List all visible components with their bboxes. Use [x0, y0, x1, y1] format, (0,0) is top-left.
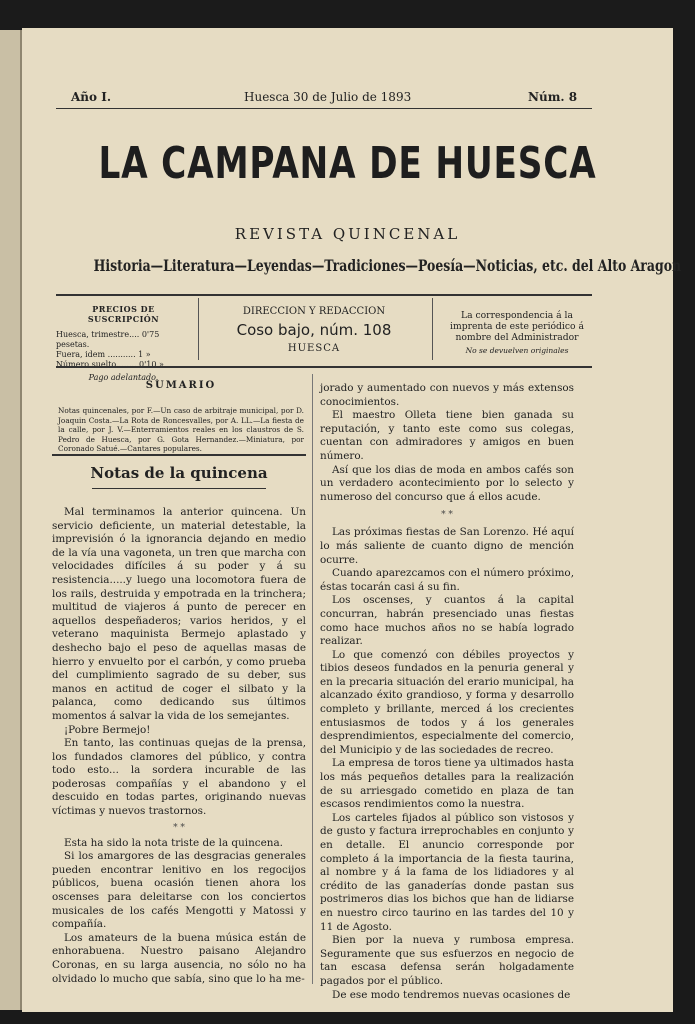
paragraph: ¡Pobre Bermejo! [64, 723, 151, 736]
paragraph: Los amateurs de la buena música están de enhorabuena. Nuestro paisano Alejandro Coronas, en su larga ausencia, no sólo no ha olvidado lo mucho que sabía, sino que lo ha me- [52, 931, 306, 985]
paragraph: La empresa de toros tiene ya ultimados hasta los más pequeños detalles para la realización de su arriesgado cometido en plaza de tan escasos rendimientos como la nuestra. [320, 757, 574, 811]
subscription-box [56, 304, 191, 383]
subscription-note: Pago adelantado. [88, 373, 159, 382]
direction-title: DIRECCION Y REDACCION [242, 306, 386, 317]
paragraph: Las próximas fiestas de San Lorenzo. Hé aquí lo más saliente de cuanto digno de mención ocurre. [320, 526, 574, 566]
correspondence-text: La correspondencia á la imprenta de este periódico á nombre del Administrador [450, 310, 584, 343]
place-date: Huesca 30 de Julio de 1893 [244, 90, 412, 104]
section-stars: * * [173, 822, 185, 833]
paragraph: Lo que comenzó con débiles proyectos y tibios deseos fundados en la penuria general y en la precaria situación del erario municipal, ha alcanzado éxito grandioso, y forma y desarrollo completo y brillante, merced á los crecientes entusiasmos de todos y á los generales desprendimientos, especialmente del comercio, del Municipio y de las sociedades de recreo. [320, 648, 574, 756]
sumario-heading: SUMARIO [145, 380, 217, 391]
paragraph: Así que los dias de moda en ambos cafés son un verdadero acontecimiento por lo selecto y numeroso del concurso que á ellos acude. [320, 463, 574, 503]
info-divider [432, 298, 433, 360]
info-divider [198, 298, 199, 360]
section-stars: * * [441, 510, 453, 521]
info-bottom-rule [56, 366, 592, 368]
left-column [52, 506, 306, 986]
paragraph: En tanto, las continuas quejas de la prensa, los fundados clamores del público, y contra todo esto... la sordera incurable de las poderosas compañías y el abandono y el descuido en todas partes, originando nuevas víctimas y nuevos trastornos. [52, 737, 306, 818]
direction-box [204, 306, 424, 354]
direction-address: Coso bajo, núm. 108 [236, 321, 392, 339]
paragraph: Si los amargores de las desgracias generales pueden encontrar lenitivo en los regocijos públicos, buena ocasión tienen ahora los oscenses para deleitarse con los conciertos musicales de los cafés Mengotti y Matossi y compañía. [52, 850, 306, 931]
masthead-subtitle: REVISTA QUINCENAL [234, 225, 461, 243]
masthead-topics: Historia—Literatura—Leyendas—Tradiciones—Poesía—Noticias, etc. del Alto Aragon [93, 256, 682, 275]
column-divider [312, 374, 313, 984]
masthead-title: LA CAMPANA DE HUESCA [98, 138, 597, 189]
direction-city: HUESCA [287, 343, 341, 354]
subscription-line: Huesca, trimestre.... 0'75 pesetas. [56, 330, 160, 349]
header-rule [56, 108, 592, 109]
correspondence-note: No se devuelven originales [465, 346, 569, 355]
right-column [320, 382, 574, 1002]
paragraph: Los carteles fijados al público son vistosos y de gusto y factura irreprochables en conjunto y en detalle. El anuncio corresponde por completo á la importancia de la fiesta taurina, al nombre y á la fama de los lidiadores y al crédito de las ganaderías donde pastan sus postrimeros dias los bichos que han de lidiarse en nuestro circo taurino en las tardes del 10 y 11 de Agosto. [320, 811, 574, 933]
subscription-title: PRECIOS DE SUSCRIPCIÓN [87, 304, 160, 324]
info-top-rule [56, 294, 592, 296]
newspaper-page [22, 28, 682, 1012]
paragraph: De ese modo tendremos nuevas ocasiones de [332, 988, 571, 1001]
paragraph: El maestro Olleta tiene bien ganada su reputación, y tanto este como sus colegas, cuentan con admiradores y amigos en buen número. [320, 409, 574, 462]
sumario-rule [52, 454, 306, 456]
sumario-text: Notas quincenales, por F.—Un caso de arbitraje municipal, por D. Joaquin Costa.—La Rota de Roncesvalles, por A. LL.—La fiesta de la calle, por J. V.—Enterramientos reales en los claustros de S. Pedro de Huesca, por G. Gota Hernandez.—Miniatura, por Coronado Satué.—Cantares populares. [58, 406, 304, 454]
paragraph: Esta ha sido la nota triste de la quincena. [64, 836, 283, 849]
subscription-line: Número suelto........ 0'10 » [56, 360, 164, 369]
article-heading: Notas de la quincena [90, 464, 268, 482]
subscription-line: Fuera, idem ........... 1 » [56, 350, 151, 359]
paragraph: Los oscenses, y cuantos á la capital concurran, habrán presenciado unas fiestas como hace muchos años no se había logrado realizar. [320, 594, 574, 648]
scan-background [0, 0, 695, 30]
correspondence-box [442, 310, 592, 356]
paragraph: Cuando aparezcamos con el número próximo, éstas tocarán casi á su fin. [320, 567, 574, 593]
header-row [56, 90, 592, 110]
heading-underline [92, 488, 266, 489]
paragraph: Mal terminamos la anterior quincena. Un servicio deficiente, un material detestable, la imprevisión ó la ignorancia dejando en medio de la vía una vagoneta, un tren que marcha con velocidades difíciles á su poder y á su resistencia.....y luego una locomotora fuera de los rails, destruida y empotrada en la trinchera; multitud de viajeros á punto de perecer en aquellos despeñaderos; varios heridos, y el veterano maquinista Bermejo aplastado y deshecho bajo el peso de aquellas masas de hierro y envuelto por el carbón, y como prueba del cumplimiento sagrado de su deber, sus manos en actitud de coger el silbato y la palanca, como dedicando sus últimos momentos á salvar la vida de los semejantes. [52, 506, 306, 722]
issue-number: Núm. 8 [528, 90, 578, 104]
paragraph: jorado y aumentado con nuevos y más extensos conocimientos. [320, 382, 574, 408]
previous-page-edge [0, 30, 22, 1010]
paragraph: Bien por la nueva y rumbosa empresa. Seguramente que sus esfuerzos en negocio de tan escasa defensa serán holgadamente pagados por el público. [320, 934, 574, 987]
year-label: Año I. [71, 90, 112, 104]
